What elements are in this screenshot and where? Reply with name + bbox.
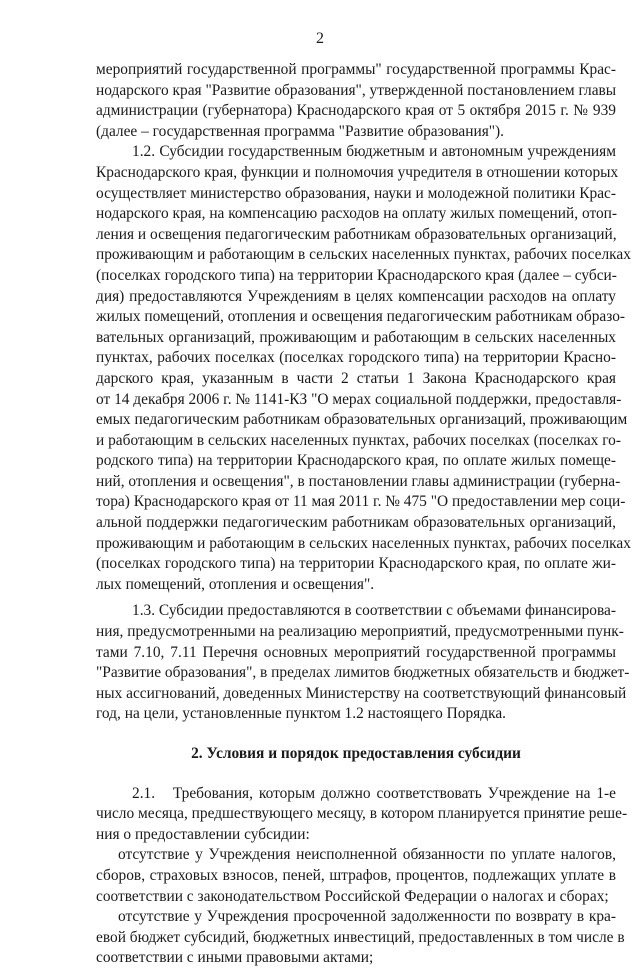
text-line: "Развитие образования", в пределах лимитов бюджетных обязательств и бюджет- — [96, 664, 630, 682]
text-line: от 14 декабря 2006 г. № 1141-КЗ "О мерах социальной поддержки, предоставля- — [96, 390, 622, 408]
text-line: нодарского края, на компенсацию расходов на оплату жилых помещений, отоп- — [96, 205, 618, 223]
text-line: ний, отопления и освещения", в постановлении главы администрации (губерна- — [96, 472, 621, 490]
text-line: (далее – государственная программа "Развитие образования"). — [96, 122, 505, 140]
document-body — [96, 60, 631, 969]
text-line: 2.1. Требования, которым должно соответствовать Учреждение на 1-е — [132, 784, 616, 802]
text-line: лых помещений, отопления и освещения". — [96, 575, 375, 593]
text-line: сборов, страховых взносов, пеней, штрафов, процентов, подлежащих уплате в — [96, 866, 616, 884]
paragraph-1-3 — [96, 601, 630, 725]
text-line: альной поддержки педагогическим работникам образовательных организаций, — [96, 514, 616, 532]
paragraph-1-2 — [96, 142, 631, 595]
text-line: нодарского края "Развитие образования", утвержденной постановлением главы — [96, 81, 617, 99]
text-line: отсутствие у Учреждения просроченной задолженности по возврату в кра- — [118, 908, 616, 926]
text-line: родского типа) на территории Краснодарского края, по оплате жилых помеще- — [96, 452, 616, 470]
text-line: и работающим в сельских населенных пунктах, рабочих поселках (поселках го- — [96, 431, 621, 449]
text-line: соответствии с законодательством Российской Федерации о налогах и сборах; — [96, 887, 609, 905]
text-line: ных ассигнований, доведенных Министерству на соответствующий финансовый — [96, 684, 627, 702]
text-line: 1.3. Субсидии предоставляются в соответствии с объемами финансирова- — [132, 602, 617, 620]
text-line: тами 7.10, 7.11 Перечня основных мероприятий государственной программы — [96, 643, 616, 661]
text-line: дия) предоставляются Учреждениям в целях компенсации расходов на оплату — [96, 287, 616, 305]
section-heading: 2. Условия и порядок предоставления субсидии — [191, 745, 521, 762]
text-line: число месяца, предшествующего месяцу, в котором планируется принятие реше- — [96, 805, 628, 823]
paragraph-2-1 — [96, 784, 628, 846]
text-line: жилых помещений, отопления и освещения педагогическим работникам образо- — [96, 308, 626, 326]
text-line: мероприятий государственной программы" государственной программы Крас- — [96, 61, 616, 78]
text-line: ния о предоставлении субсидии: — [96, 825, 310, 843]
text-line: емых педагогическим работникам образовательных организаций, проживающим — [96, 411, 628, 429]
text-line: (поселках городского типа) на территории Краснодарского края, по оплате жи- — [96, 555, 616, 573]
text-line: тора) Краснодарского края от 11 мая 2011 г. № 475 "О предоставлении мер соци- — [96, 493, 626, 511]
text-line: отсутствие у Учреждения неисполненной обязанности по уплате налогов, — [118, 846, 616, 864]
text-line: вательных организаций, проживающим и работающим в сельских населенных — [96, 328, 616, 346]
text-line: администрации (губернатора) Краснодарского края от 5 октября 2015 г. № 939 — [96, 102, 616, 120]
text-line: 1.2. Субсидии государственным бюджетным и автономным учреждениям — [132, 143, 616, 161]
paragraph-intro — [96, 60, 616, 142]
page-number: 2 — [316, 30, 324, 47]
text-line: пунктах, рабочих поселках (поселках городского типа) на территории Красно- — [96, 349, 616, 367]
paragraph-debt-requirement — [96, 907, 625, 969]
text-line: ления и освещения педагогическим работникам образовательных организаций, — [96, 225, 617, 243]
text-line: год, на цели, установленные пунктом 1.2 настоящего Порядка. — [96, 705, 507, 723]
text-line: ния, предусмотренными на реализацию мероприятий, предусмотренными пунк- — [96, 623, 624, 641]
paragraph-tax-requirement — [96, 845, 616, 907]
text-line: проживающим и работающим в сельских населенных пунктах, рабочих поселках — [96, 534, 631, 552]
text-line: евой бюджет субсидий, бюджетных инвестиций, предоставленных в том числе в — [96, 928, 625, 946]
text-line: (поселках городского типа) на территории Краснодарского края (далее – субси- — [96, 266, 617, 284]
text-line: проживающим и работающим в сельских населенных пунктах, рабочих поселках — [96, 246, 631, 264]
text-line: Краснодарского края, функции и полномочия учредителя в отношении которых — [96, 163, 619, 181]
text-line: осуществляет министерство образования, науки и молодежной политики Крас- — [96, 184, 616, 202]
text-line: дарского края, указанным в части 2 статьи 1 Закона Краснодарского края — [96, 369, 616, 387]
text-line: соответствии с иными правовыми актами; — [96, 949, 374, 967]
